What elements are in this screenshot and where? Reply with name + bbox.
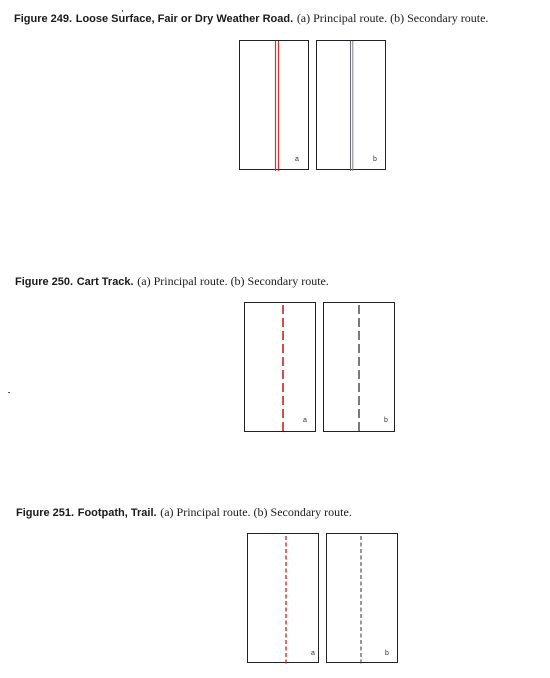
figure-251-caption [16, 505, 352, 520]
panel-label: a [311, 650, 315, 657]
figure-249-panel-a [239, 40, 309, 170]
panel-label: b [384, 417, 388, 424]
figure-description: (a) Principal route. (b) Secondary route. [296, 11, 489, 25]
figure-number: Figure 251. [16, 507, 75, 519]
figure-title: Loose Surface, Fair or Dry Weather Road. [75, 13, 294, 25]
panel-label: b [385, 650, 389, 657]
principal-route-double-line [240, 41, 310, 171]
figure-250-caption [15, 274, 329, 289]
figure-title: Cart Track. [76, 276, 134, 288]
scan-speck [122, 10, 123, 12]
figure-249-panel-b [316, 40, 386, 170]
secondary-route-short-dash-line [327, 534, 399, 664]
figure-250-panel-b [323, 302, 395, 432]
panel-label: a [303, 417, 307, 424]
panel-label: b [373, 156, 377, 163]
principal-route-short-dash-line [248, 534, 320, 664]
figure-249-caption [14, 11, 488, 26]
figure-description: (a) Principal route. (b) Secondary route. [160, 505, 352, 519]
principal-route-long-dash-line [245, 303, 317, 433]
figure-title: Footpath, Trail. [77, 507, 157, 519]
secondary-route-double-line [317, 41, 387, 171]
figure-number: Figure 249. [14, 13, 73, 25]
panel-label: a [295, 156, 299, 163]
figure-250-panel-a [244, 302, 316, 432]
figure-number: Figure 250. [15, 276, 74, 288]
figure-251-panel-b [326, 533, 398, 663]
scan-speck [8, 392, 10, 393]
figure-251-panel-a [247, 533, 319, 663]
secondary-route-long-dash-line [324, 303, 396, 433]
figure-description: (a) Principal route. (b) Secondary route. [137, 274, 329, 288]
